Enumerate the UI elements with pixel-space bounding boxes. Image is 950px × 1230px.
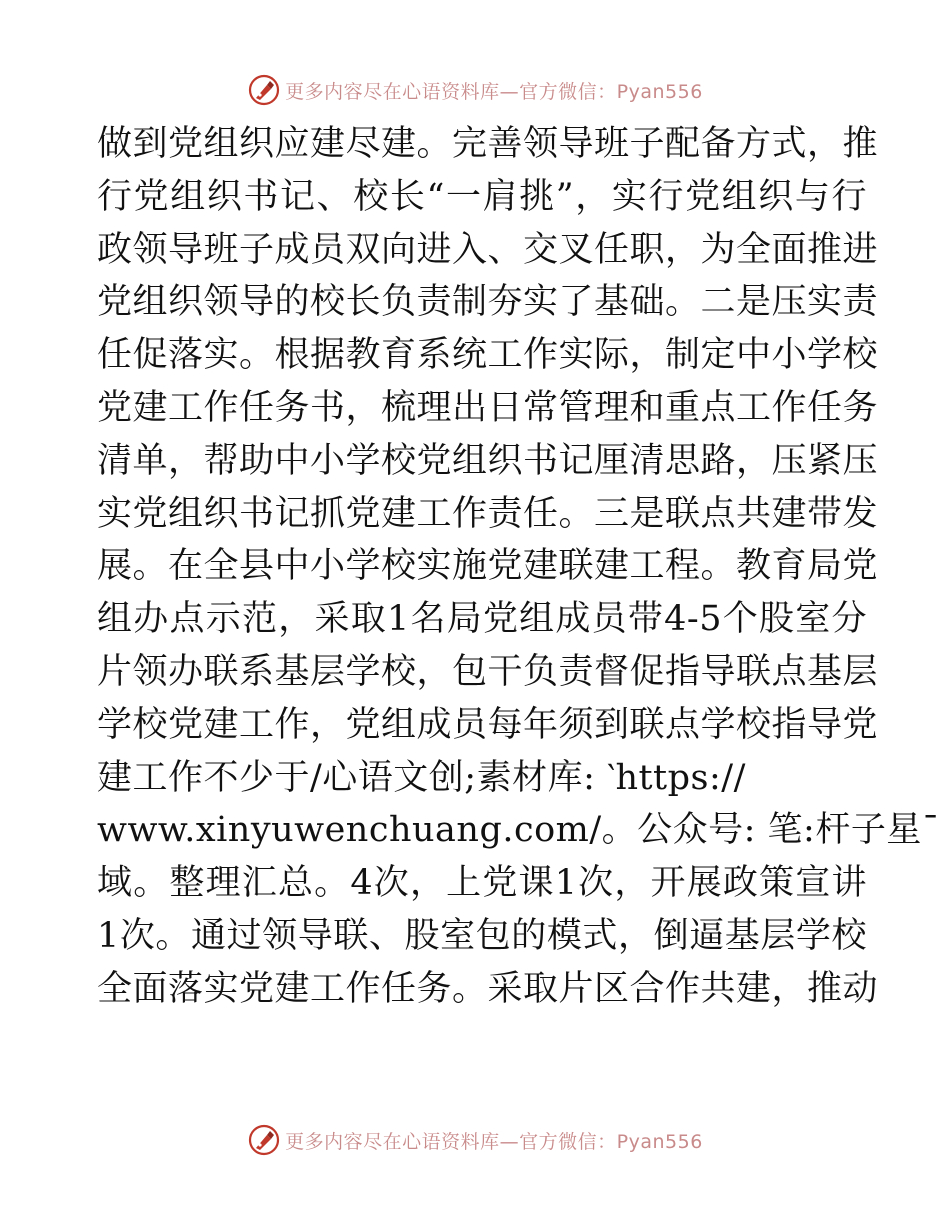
body-line: 学校党建工作，党组成员每年须到联点学校指导党 <box>97 704 879 745</box>
body-line: 清单，帮助中小学校党组织书记厘清思路，压紧压 <box>97 440 879 481</box>
watermark-text: 更多内容尽在心语资料库—官方微信：Pyan556 <box>285 1130 703 1153</box>
footer-watermark <box>0 1120 950 1160</box>
pen-nib-circle-icon <box>247 73 281 107</box>
body-line: 1次。通过领导联、股室包的模式，倒逼基层学校 <box>97 915 867 956</box>
body-line: 建工作不少于/心语文创;素材库: ‵https:// <box>97 757 746 798</box>
body-line: www.xinyuwenchuang.com/。公众号: 笔:杆子星¯ <box>97 810 940 851</box>
body-line: 片领办联系基层学校，包干负责督促指导联点基层 <box>97 651 879 692</box>
body-line: 全面落实党建工作任务。采取片区合作共建，推动 <box>97 968 879 1009</box>
pen-nib-circle-icon <box>247 1123 281 1157</box>
watermark-text: 更多内容尽在心语资料库—官方微信：Pyan556 <box>285 80 703 103</box>
body-line: 展。在全县中小学校实施党建联建工程。教育局党 <box>97 546 879 587</box>
body-line: 任促落实。根据教育系统工作实际，制定中小学校 <box>97 335 879 376</box>
body-line: 政领导班子成员双向进入、交叉任职，为全面推进 <box>97 229 879 270</box>
body-line: 党组织领导的校长负责制夯实了基础。二是压实责 <box>97 282 879 323</box>
header-watermark <box>0 70 950 110</box>
body-line: 行党组织书记、校长“一肩挑”，实行党组织与行 <box>97 176 867 217</box>
body-line: 实党组织书记抓党建工作责任。三是联点共建带发 <box>97 493 879 534</box>
document-body <box>97 118 940 1016</box>
body-line: 域。整理汇总。4次，上党课1次，开展政策宣讲 <box>97 863 867 904</box>
body-line: 党建工作任务书，梳理出日常管理和重点工作任务 <box>97 387 879 428</box>
body-line: 做到党组织应建尽建。完善领导班子配备方式，推 <box>97 124 879 164</box>
body-line: 组办点示范，采取1名局党组成员带4-5个股室分 <box>97 599 867 640</box>
